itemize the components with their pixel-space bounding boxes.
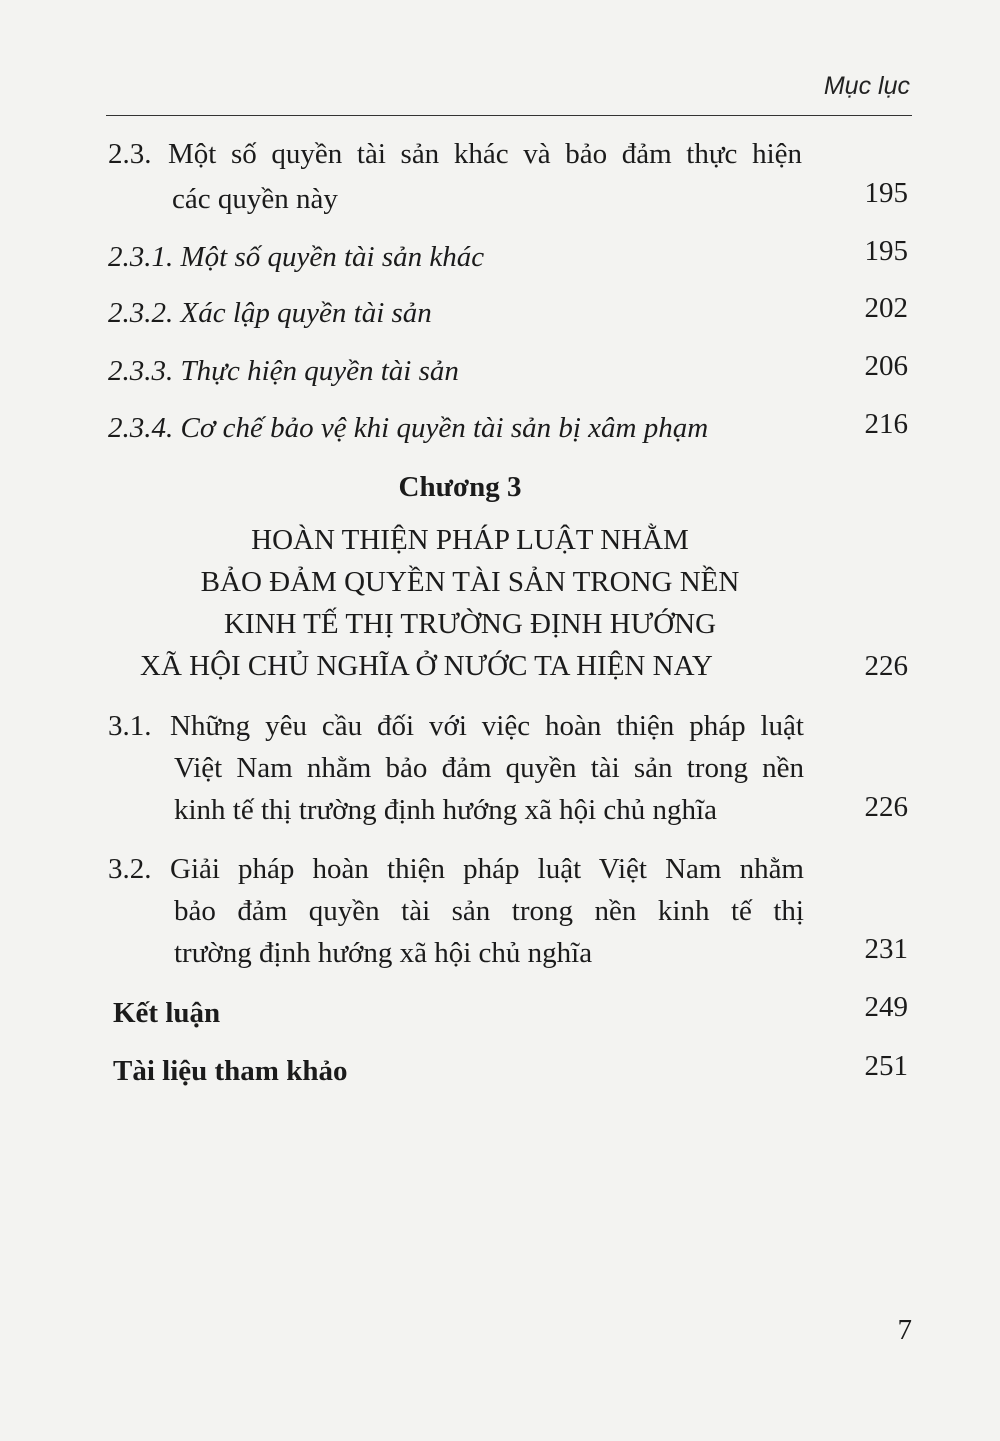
toc-entry-line: các quyền này [172, 183, 338, 215]
chapter-title-line: XÃ HỘI CHỦ NGHĨA Ở NƯỚC TA HIỆN NAY [140, 650, 713, 682]
toc-page-number: 226 [864, 650, 908, 682]
footer-page-number: 7 [897, 1314, 912, 1346]
page-header-title: Mục lục [823, 72, 910, 100]
toc-entry-line: 2.3.3. Thực hiện quyền tài sản [108, 355, 459, 387]
toc-page-number: 251 [864, 1050, 908, 1082]
toc-entry-line: trường định hướng xã hội chủ nghĩa [174, 937, 593, 969]
toc-entry-line: Những yêu cầu đối với việc hoàn thiện pháp luật [170, 710, 804, 742]
toc-entry-line: Việt Nam nhằm bảo đảm quyền tài sản trong nền [174, 752, 804, 784]
toc-page-number: 202 [864, 292, 908, 324]
chapter-label: Chương 3 [398, 471, 522, 503]
toc-page-number: 206 [864, 350, 908, 382]
toc-entry-number: 3.1. [108, 710, 152, 742]
toc-entry-number: 2.3. [108, 138, 152, 170]
toc-entry-line: 2.3.4. Cơ chế bảo vệ khi quyền tài sản bị xâm phạm [108, 412, 709, 444]
toc-entry-line: Tài liệu tham khảo [113, 1055, 348, 1087]
toc-page-number: 249 [864, 991, 908, 1023]
toc-page-number: 195 [864, 235, 908, 267]
toc-page-number: 231 [864, 933, 908, 965]
toc-entry-line: bảo đảm quyền tài sản trong nền kinh tế thị [174, 895, 804, 927]
toc-entry-line: 2.3.2. Xác lập quyền tài sản [108, 297, 432, 329]
toc-entry-number: 3.2. [108, 853, 152, 885]
toc-entry-line: Một số quyền tài sản khác và bảo đảm thực hiện [168, 138, 802, 170]
toc-page-number: 226 [864, 791, 908, 823]
toc-entry-line: 2.3.1. Một số quyền tài sản khác [108, 241, 485, 273]
chapter-title-line: HOÀN THIỆN PHÁP LUẬT NHẰM [251, 524, 689, 556]
chapter-title-line: KINH TẾ THỊ TRƯỜNG ĐỊNH HƯỚNG [223, 608, 717, 640]
toc-page-number: 195 [864, 177, 908, 209]
chapter-title-line: BẢO ĐẢM QUYỀN TÀI SẢN TRONG NỀN [200, 566, 740, 598]
toc-entry-line: kinh tế thị trường định hướng xã hội chủ nghĩa [174, 794, 717, 826]
toc-entry-line: Kết luận [113, 997, 221, 1029]
toc-page-number: 216 [864, 408, 908, 440]
toc-entry-line: Giải pháp hoàn thiện pháp luật Việt Nam nhằm [170, 853, 804, 885]
